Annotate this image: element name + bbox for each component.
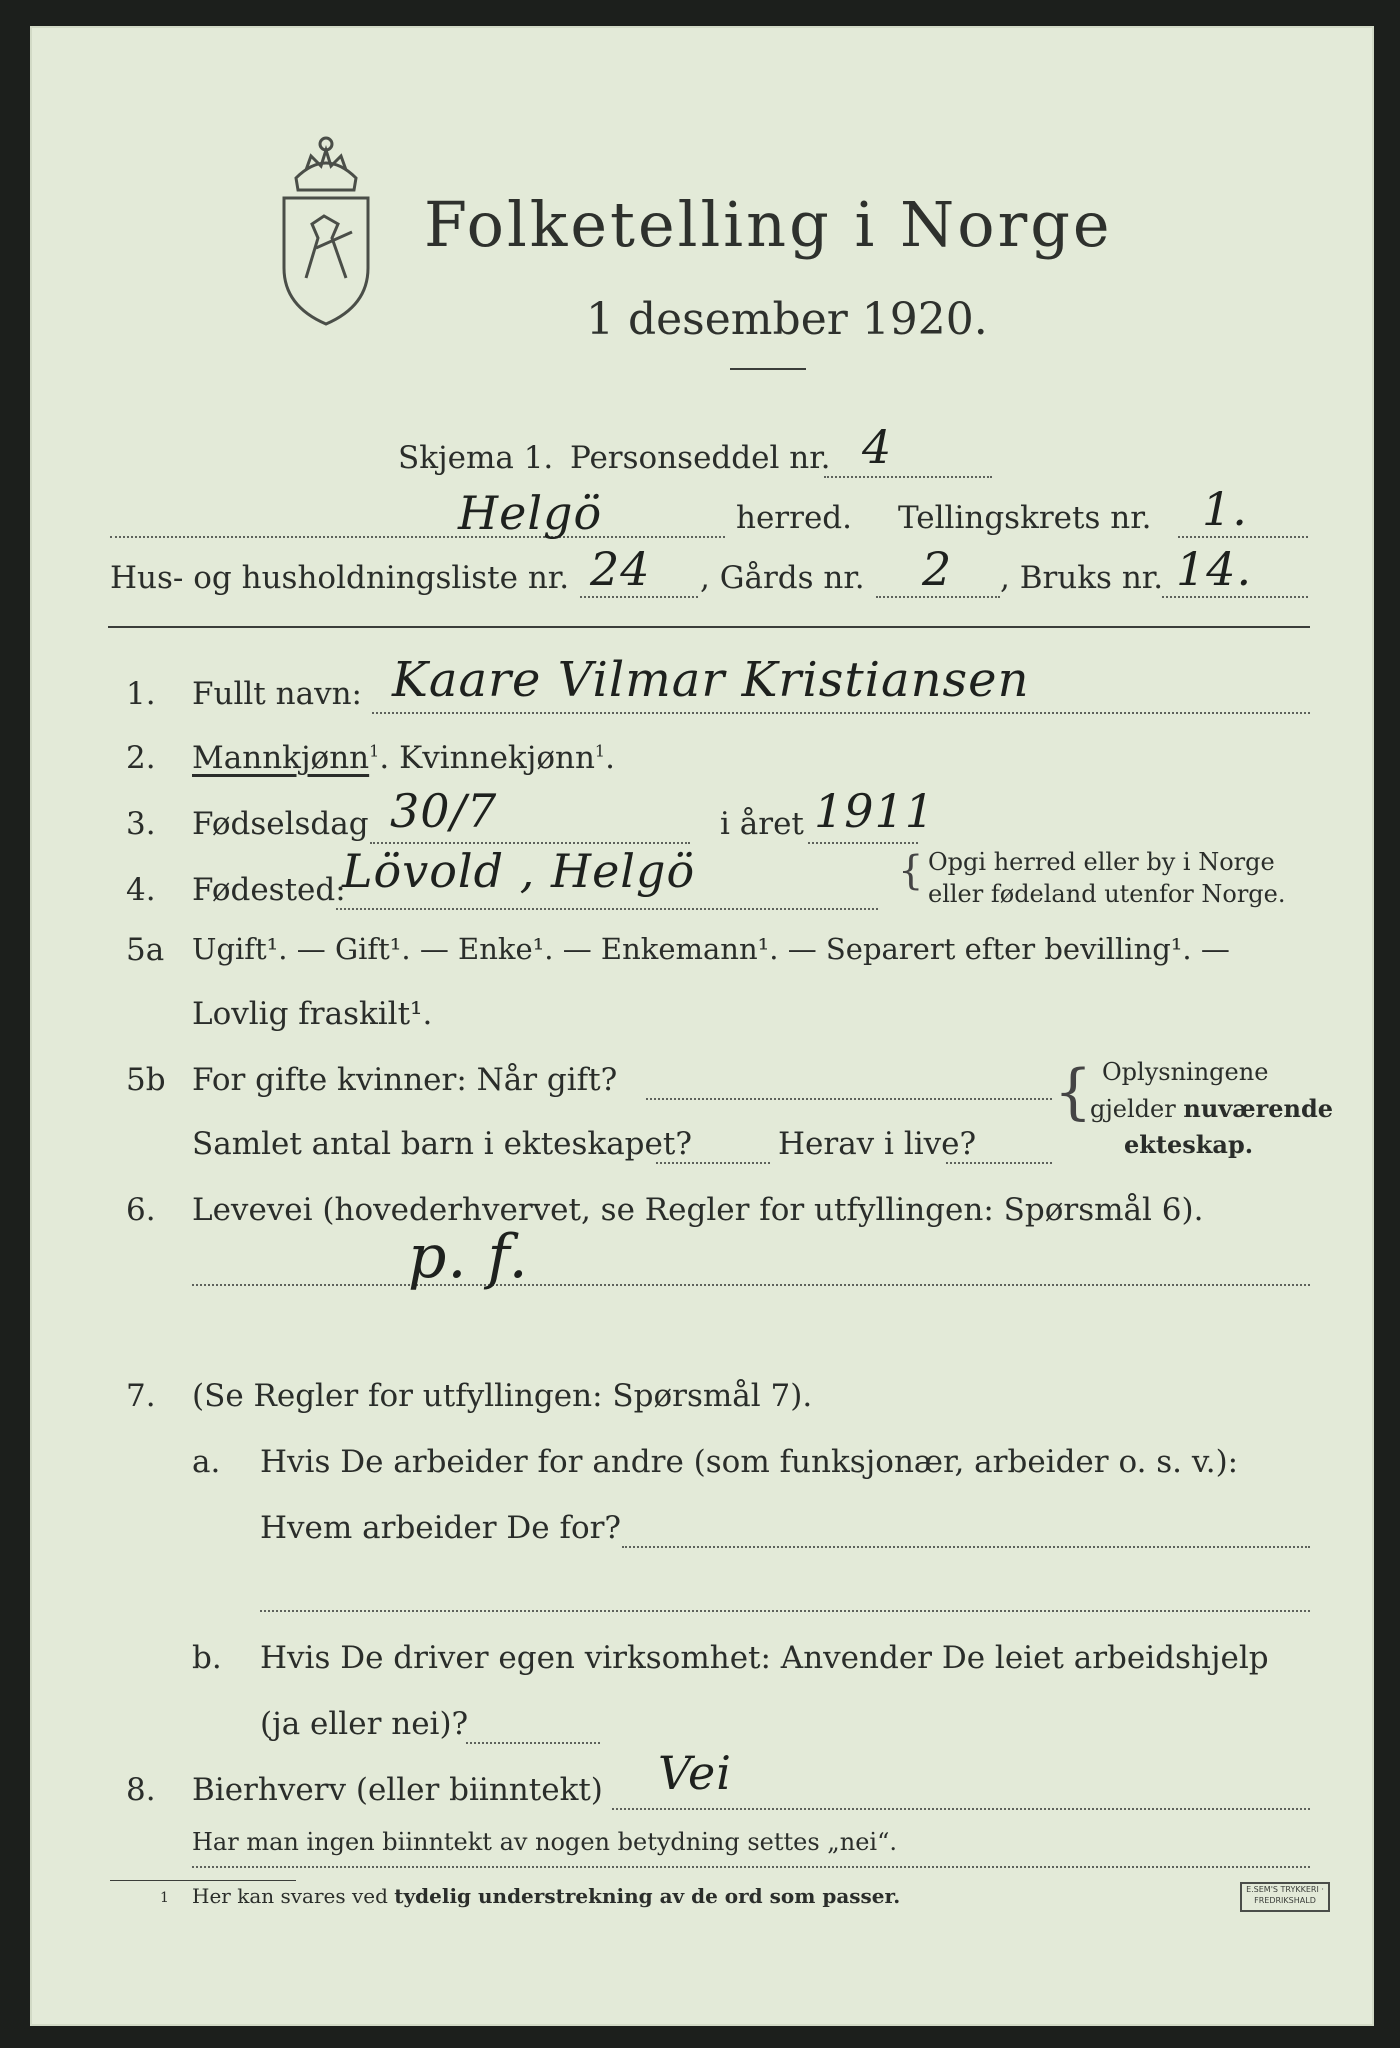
q4-line — [336, 908, 878, 910]
q3-number: 3. — [126, 806, 156, 842]
q8-line2 — [192, 1866, 1310, 1868]
q7b-hire-label: (ja eller nei)? — [260, 1706, 469, 1742]
footnote-number: 1 — [160, 1890, 169, 1906]
hus-value: 24 — [590, 542, 651, 596]
q6-number: 6. — [126, 1192, 156, 1228]
tellingskrets-value: 1. — [1202, 482, 1248, 536]
q5b-note-line1: Oplysningene — [1102, 1058, 1269, 1086]
bruks-label: , Bruks nr. — [1000, 560, 1164, 596]
q5b-children-line — [656, 1162, 770, 1164]
herred-line — [110, 536, 725, 538]
herred-label: herred. — [736, 500, 852, 536]
footnote-text-a: Her kan svares ved — [192, 1884, 388, 1908]
q1-line — [372, 712, 1310, 714]
q1-label: Fullt navn: — [192, 676, 362, 712]
q4-value: Lövold , Helgö — [342, 844, 696, 898]
hus-label: Hus- og husholdningsliste nr. — [110, 560, 570, 596]
footnote-text-b: tydelig understrekning av de ord som passer. — [394, 1884, 901, 1908]
q8-line — [612, 1808, 1310, 1810]
q5b-brace: { — [1054, 1057, 1093, 1127]
q5b-children-label: Samlet antal barn i ekteskapet? — [192, 1126, 692, 1162]
q4-note-line2: eller fødeland utenfor Norge. — [928, 880, 1286, 908]
q4-brace: { — [898, 848, 924, 894]
q8-label: Bierhverv (eller biinntekt) — [192, 1772, 603, 1808]
q7-number: 7. — [126, 1378, 156, 1414]
q2-male-sup: 1 — [369, 741, 380, 761]
coat-of-arms-icon — [266, 128, 386, 328]
q3-year-value: 1911 — [814, 784, 936, 838]
q7b-letter: b. — [192, 1640, 222, 1676]
footnote-rule — [110, 1880, 296, 1881]
q8-value: Vei — [658, 1746, 732, 1800]
q5a-options-line2: Lovlig fraskilt¹. — [192, 996, 433, 1032]
q2-female-sup: 1 — [594, 741, 606, 761]
q1-number: 1. — [126, 676, 156, 712]
footer-note: Har man ingen biinntekt av nogen betydning settes „nei“. — [192, 1828, 897, 1856]
q3-year-line — [808, 842, 918, 844]
gards-label: , Gårds nr. — [700, 560, 865, 596]
form-date: 1 desember 1920. — [586, 294, 988, 345]
q7b-hire-line — [466, 1742, 600, 1744]
q3-year-label: i året — [720, 806, 804, 842]
q5b-alive-label: Herav i live? — [778, 1126, 977, 1162]
herred-value: Helgö — [458, 486, 603, 540]
q4-number: 4. — [126, 872, 156, 908]
q2-options: Mannkjønn$^1$. Kvinnekjønn$^1$. — [192, 740, 615, 776]
census-form-sheet — [30, 26, 1374, 2026]
bruks-value: 14. — [1176, 542, 1253, 596]
q3-day-value: 30/7 — [390, 784, 498, 838]
q5b-note-current: nuværende — [1183, 1094, 1334, 1123]
tellingskrets-label: Tellingskrets nr. — [898, 500, 1152, 536]
q5a-number: 5a — [126, 932, 165, 968]
q5b-alive-line — [946, 1162, 1052, 1164]
q2-male: Mannkjønn — [192, 740, 370, 776]
q3-label: Fødselsdag — [192, 806, 369, 842]
personseddel-line — [824, 476, 992, 478]
q6-label: Levevei (hovederhvervet, se Regler for utfyllingen: Spørsmål 6). — [192, 1192, 1204, 1228]
q8-number: 8. — [126, 1772, 156, 1808]
q5b-note-line2 — [1090, 1094, 1333, 1123]
q4-label: Fødested: — [192, 872, 346, 908]
q1-value: Kaare Vilmar Kristiansen — [392, 652, 1030, 708]
q6-value: p. f. — [408, 1222, 529, 1292]
q5b-note-line3: ekteskap. — [1124, 1130, 1254, 1159]
title-divider — [730, 368, 806, 370]
gards-line — [876, 596, 1000, 598]
schema-label: Skjema 1. — [398, 440, 554, 476]
tellingskrets-line — [1178, 536, 1308, 538]
q7a-letter: a. — [192, 1444, 221, 1480]
q4-note-line1: Opgi herred eller by i Norge — [928, 848, 1275, 876]
printer-mark: E.SEM'S TRYKKERI · FREDRIKSHALD — [1240, 1882, 1330, 1912]
q7a-label: Hvis De arbeider for andre (som funksjonær, arbeider o. s. v.): — [260, 1444, 1239, 1480]
header-rule — [108, 626, 1310, 628]
personseddel-value: 4 — [862, 420, 893, 474]
personseddel-label: Personseddel nr. — [570, 440, 831, 476]
q5b-note-gjelder: gjelder — [1090, 1095, 1176, 1123]
gards-value: 2 — [922, 542, 953, 596]
bruks-line — [1162, 596, 1308, 598]
q7-label: (Se Regler for utfyllingen: Spørsmål 7). — [192, 1378, 813, 1414]
q7a-employer-line2 — [260, 1610, 1310, 1612]
q5b-label: For gifte kvinner: Når gift? — [192, 1062, 618, 1098]
q7b-label: Hvis De driver egen virksomhet: Anvender De leiet arbeidshjelp — [260, 1640, 1269, 1676]
q7a-employer-line — [622, 1546, 1310, 1548]
q7a-employer-label: Hvem arbeider De for? — [260, 1510, 622, 1546]
q2-number: 2. — [126, 740, 156, 776]
q5a-options: Ugift¹. — Gift¹. — Enke¹. — Enkemann¹. — Separert efter bevilling¹. — — [192, 932, 1230, 966]
q2-female: Kvinnekjønn — [399, 740, 595, 776]
q6-line — [192, 1284, 1310, 1286]
hus-line — [580, 596, 698, 598]
q5b-number: 5b — [126, 1062, 166, 1098]
q5b-married-line — [646, 1098, 1052, 1100]
footnote-text — [192, 1884, 900, 1908]
form-title: Folketelling i Norge — [424, 188, 1113, 261]
